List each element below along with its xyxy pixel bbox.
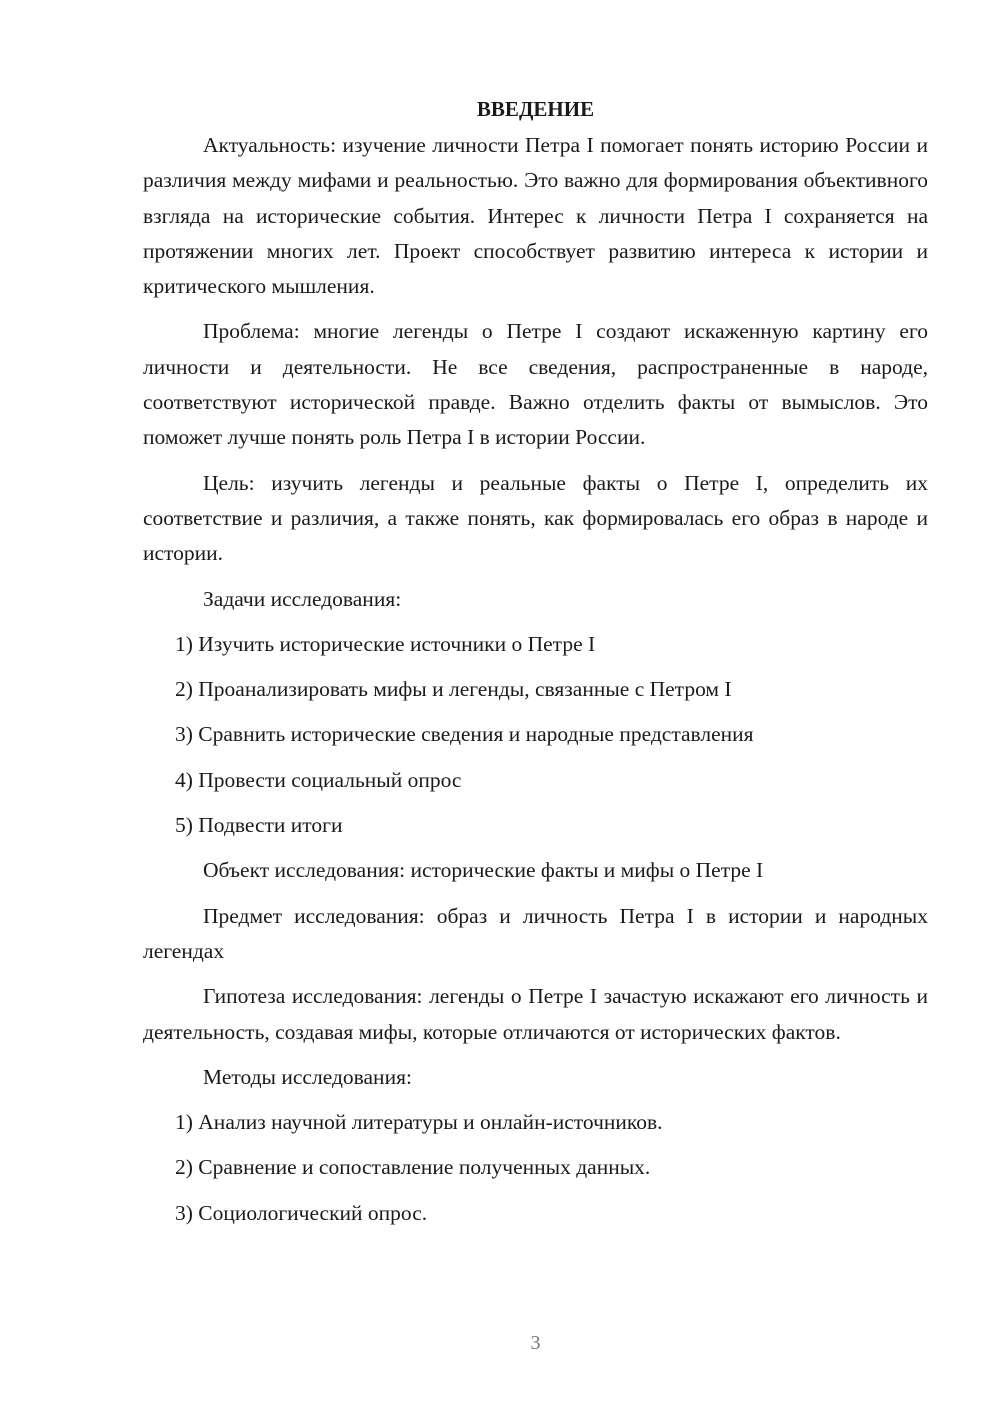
method-item-3: 3) Социологический опрос. xyxy=(175,1200,428,1225)
relevance-paragraph: Актуальность: изучение личности Петра I помогает понять историю России и различия между мифами и реальностью. Это важно для формирования объективного взгляда на исторические события. Интерес к личности Петра I сохраняется на протяжении многих лет. Проект способствует развитию интереса к истории и критического мышления. xyxy=(143,133,928,299)
problem-paragraph: Проблема: многие легенды о Петре I создают искаженную картину его личности и деятельности. Не все сведения, распространенные в народе, соответствуют исторической правде. Важно отделить факты от вымыслов. Это поможет лучше понять роль Петра I в истории России. xyxy=(143,319,928,450)
method-item-1: 1) Анализ научной литературы и онлайн-источников. xyxy=(175,1110,663,1135)
task-item-1: 1) Изучить исторические источники о Петре I xyxy=(175,631,596,656)
goal-paragraph: Цель: изучить легенды и реальные факты о Петре I, определить их соответствие и различия, а также понять, как формировалась его образ в народе и истории. xyxy=(143,470,928,566)
tasks-heading: Задачи исследования: xyxy=(203,586,402,611)
document-page xyxy=(143,92,928,1231)
task-item-5: 5) Подвести итоги xyxy=(175,813,343,838)
hypothesis-paragraph: Гипотеза исследования: легенды о Петре I зачастую искажают его личность и деятельность, создавая мифы, которые отличаются от исторических фактов. xyxy=(143,984,928,1044)
task-item-3: 3) Сравнить исторические сведения и народные представления xyxy=(175,722,754,747)
subject-paragraph: Предмет исследования: образ и личность Петра I в истории и народных легендах xyxy=(143,903,928,963)
method-item-2: 2) Сравнение и сопоставление полученных данных. xyxy=(175,1155,651,1180)
task-item-4: 4) Провести социальный опрос xyxy=(175,767,462,792)
task-item-2: 2) Проанализировать мифы и легенды, связанные с Петром I xyxy=(175,677,732,702)
object-paragraph: Объект исследования: исторические факты и мифы о Петре I xyxy=(203,858,764,883)
methods-heading: Методы исследования: xyxy=(203,1064,412,1089)
page-title: ВВЕДЕНИЕ xyxy=(476,97,595,121)
page-number: 3 xyxy=(530,1332,541,1354)
